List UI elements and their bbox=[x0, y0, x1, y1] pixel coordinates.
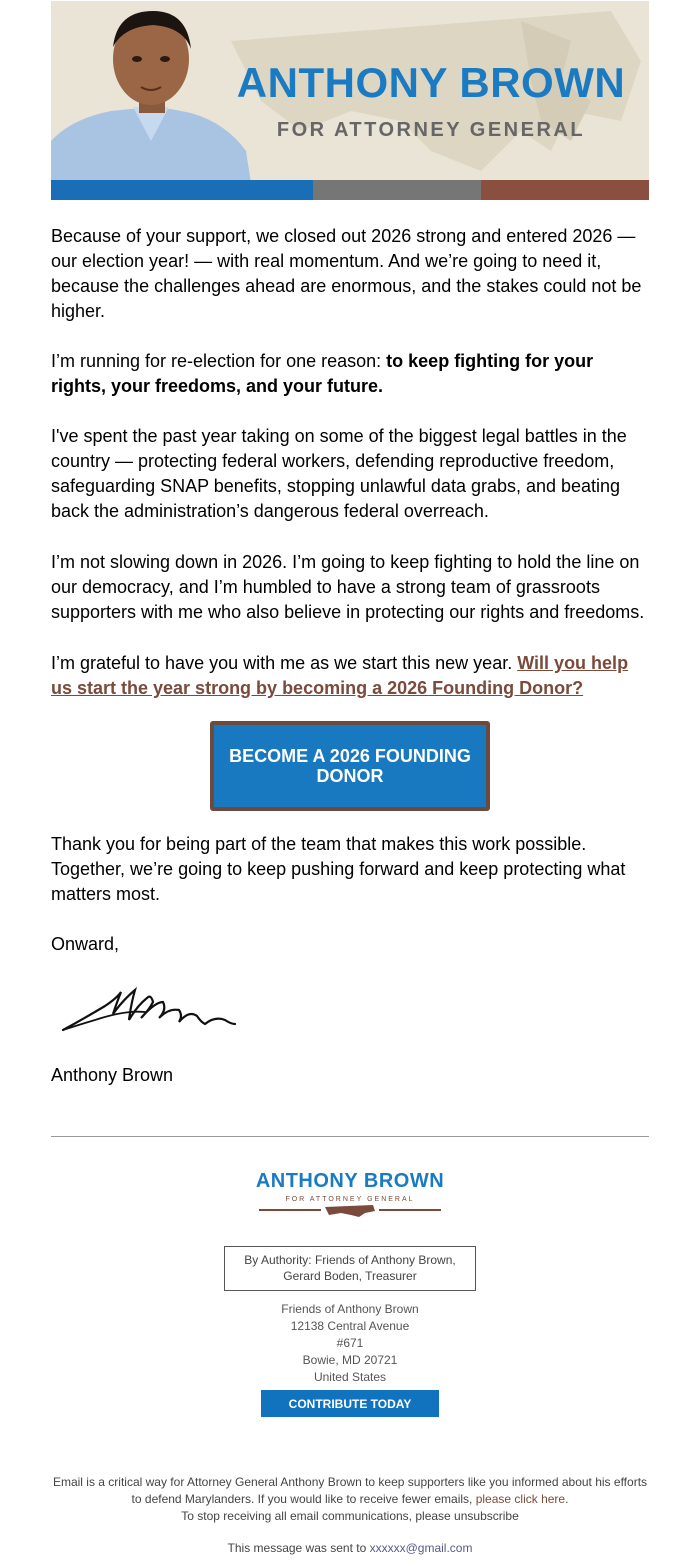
footer-logo-name: ANTHONY BROWN bbox=[255, 1170, 445, 1192]
become-founding-donor-button[interactable]: BECOME A 2026 FOUNDING DONOR bbox=[210, 721, 490, 811]
handwritten-signature bbox=[55, 980, 245, 1040]
paragraph-legal-battles: I've spent the past year taking on some of the biggest legal battles in the country — protecting federal workers, defending reproductive freedom, safeguarding SNAP benefits, stopping unlawful data grabs, and beating back the administration’s dangerous federal overreach. bbox=[51, 426, 627, 521]
closing-text: Onward, bbox=[51, 934, 120, 954]
authority-line-1: By Authority: Friends of Anthony Brown, bbox=[244, 1253, 456, 1267]
banner-candidate-name: ANTHONY BROWN bbox=[236, 59, 626, 106]
banner-stripe-gray bbox=[313, 180, 481, 200]
address-line: #671 bbox=[336, 1336, 364, 1350]
footer-logo-subtitle: FOR ATTORNEY GENERAL bbox=[285, 1196, 415, 1203]
footer-divider bbox=[51, 1136, 649, 1137]
paragraph-ask-intro: I’m grateful to have you with me as we start this new year. bbox=[51, 653, 518, 673]
header-banner bbox=[51, 1, 649, 200]
disclaimer-period: . bbox=[565, 1492, 569, 1506]
paragraph-thank-you: Thank you for being part of the team that makes this work possible. Together, we’re going to keep pushing forward and keep protecting what matters most. bbox=[51, 834, 626, 904]
candidate-photo bbox=[51, 1, 251, 183]
mailing-address bbox=[51, 1301, 649, 1386]
founding-donor-link[interactable]: Will you help us start the year strong by becoming a 2026 Founding Donor? bbox=[51, 653, 629, 698]
banner-stripe-blue bbox=[51, 180, 313, 200]
unsubscribe-text[interactable]: To stop receiving all email communications, please unsubscribe bbox=[181, 1509, 519, 1523]
paragraph-reason bbox=[51, 349, 649, 399]
banner-stripe-brown bbox=[481, 180, 649, 200]
address-line: 12138 Central Avenue bbox=[290, 1319, 410, 1333]
recipient-email-link[interactable]: xxxxxx@gmail.com bbox=[369, 1541, 473, 1555]
paragraph-not-slowing: I’m not slowing down in 2026. I’m going to keep fighting to hold the line on our democracy, and I’m humbled to have a strong team of grassroots supporters with me who also believe in protecting our rights and freedoms. bbox=[51, 552, 645, 622]
banner-subtitle: FOR ATTORNEY GENERAL bbox=[276, 119, 586, 141]
disclaimer-text: Email is a critical way for Attorney General Anthony Brown to keep supporters like you informed about his efforts to defend Marylanders. If you would like to receive fewer emails, bbox=[52, 1475, 648, 1506]
signer-name: Anthony Brown bbox=[51, 1065, 174, 1085]
address-line: Bowie, MD 20721 bbox=[302, 1353, 398, 1367]
address-line: Friends of Anthony Brown bbox=[281, 1302, 419, 1316]
paragraph-reason-intro: I’m running for re-election for one reason: bbox=[51, 351, 387, 371]
footer-logo bbox=[241, 1170, 459, 1224]
email-disclaimer bbox=[51, 1474, 649, 1525]
paragraph-ask bbox=[51, 651, 649, 701]
footer-logo-map-icon bbox=[241, 1203, 459, 1219]
address-line: United States bbox=[313, 1370, 387, 1384]
sent-to-prefix: This message was sent to bbox=[227, 1541, 370, 1555]
fewer-emails-link[interactable]: please click here bbox=[475, 1492, 566, 1506]
sent-to-line bbox=[51, 1540, 649, 1556]
authority-box bbox=[224, 1246, 476, 1291]
authority-line-2: Gerard Boden, Treasurer bbox=[283, 1269, 417, 1283]
paragraph-reason-bold: to keep fighting for your rights, your freedoms, and your future. bbox=[51, 351, 594, 396]
paragraph-momentum: Because of your support, we closed out 2026 strong and entered 2026 — our election year! — with real momentum. And we’re going to need it, because the challenges ahead are enormous, and the stakes could not be higher. bbox=[51, 226, 642, 321]
contribute-today-button[interactable]: CONTRIBUTE TODAY bbox=[261, 1390, 439, 1417]
